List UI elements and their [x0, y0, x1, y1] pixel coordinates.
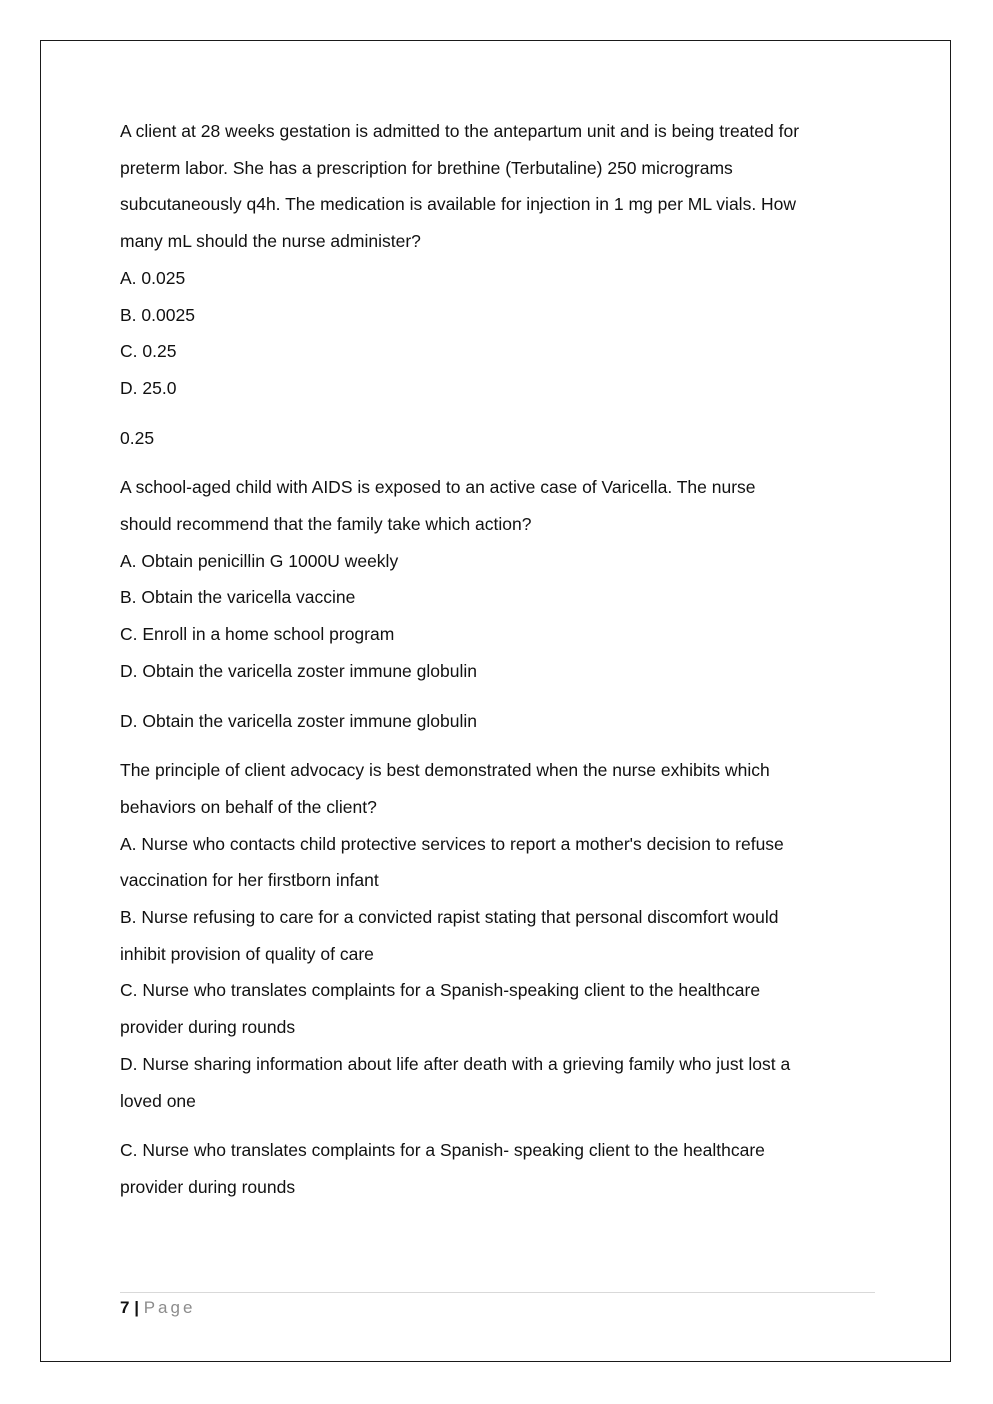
- answer-block: [120, 703, 880, 740]
- question-stem-line: many mL should the nurse administer?: [120, 231, 421, 252]
- option-d-continued: loved one: [120, 1090, 196, 1111]
- option-a: A. 0.025: [120, 267, 186, 288]
- option-d: D. Nurse sharing information about life after death with a grieving family who just lost a: [120, 1053, 791, 1074]
- option-c-continued: provider during rounds: [120, 1017, 296, 1038]
- question-stem-line: preterm labor. She has a prescription for brethine (Terbutaline) 250 micrograms: [120, 157, 733, 178]
- option-d: D. 25.0: [120, 377, 177, 398]
- question-stem-line: subcutaneously q4h. The medication is available for injection in 1 mg per ML vials. How: [120, 194, 797, 215]
- option-d: D. Obtain the varicella zoster immune globulin: [120, 660, 477, 681]
- option-b: B. Nurse refusing to care for a convicted rapist stating that personal discomfort would: [120, 907, 779, 928]
- option-a-continued: vaccination for her firstborn infant: [120, 870, 379, 891]
- question-stem-line: behaviors on behalf of the client?: [120, 796, 377, 817]
- footer-divider: [120, 1292, 875, 1293]
- option-c: C. Enroll in a home school program: [120, 624, 395, 645]
- option-b-continued: inhibit provision of quality of care: [120, 943, 374, 964]
- option-b: B. Obtain the varicella vaccine: [120, 587, 356, 608]
- answer-line: C. Nurse who translates complaints for a Spanish- speaking client to the healthcare: [120, 1140, 765, 1161]
- question-3: [120, 752, 880, 1205]
- answer-line: D. Obtain the varicella zoster immune globulin: [120, 710, 477, 731]
- question-1: [120, 113, 880, 456]
- option-b: B. 0.0025: [120, 304, 195, 325]
- option-a: A. Obtain penicillin G 1000U weekly: [120, 550, 399, 571]
- page-footer: [120, 1296, 195, 1320]
- page-number: 7: [120, 1298, 130, 1317]
- question-stem-line: A client at 28 weeks gestation is admitted to the antepartum unit and is being treated for: [120, 121, 800, 141]
- question-2: [120, 469, 880, 739]
- answer-block: [120, 1132, 880, 1205]
- page-label: Page: [143, 1298, 196, 1317]
- answer-line: 0.25: [120, 427, 155, 448]
- option-c: C. 0.25: [120, 341, 177, 362]
- answer-block: [120, 420, 880, 457]
- page-separator: |: [134, 1298, 139, 1317]
- question-stem-line: A school-aged child with AIDS is exposed to an active case of Varicella. The nurse: [120, 477, 756, 498]
- question-stem-line: should recommend that the family take which action?: [120, 514, 532, 535]
- option-a: A. Nurse who contacts child protective services to report a mother's decision to refuse: [120, 833, 784, 854]
- document-body: [120, 113, 880, 1206]
- option-c: C. Nurse who translates complaints for a Spanish-speaking client to the healthcare: [120, 980, 761, 1001]
- question-stem-line: The principle of client advocacy is best demonstrated when the nurse exhibits which: [120, 760, 770, 781]
- answer-line: provider during rounds: [120, 1176, 296, 1197]
